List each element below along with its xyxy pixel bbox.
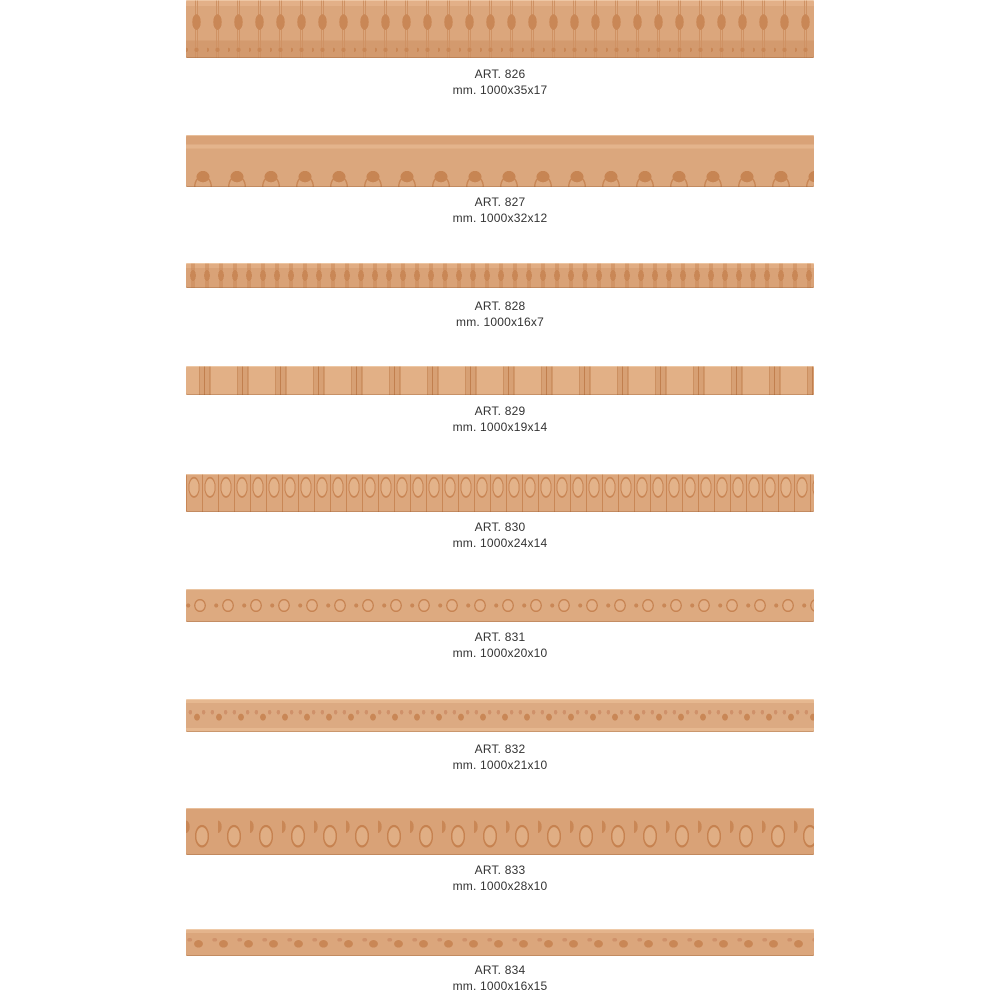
product-caption-828 (0, 298, 1000, 330)
dimensions: mm. 1000x32x12 (452, 211, 548, 225)
dimensions: mm. 1000x21x10 (452, 758, 548, 772)
article-number: ART. 832 (474, 742, 526, 756)
molding-image-830 (186, 474, 814, 512)
article-number: ART. 826 (474, 67, 526, 81)
product-caption-831 (0, 629, 1000, 661)
molding-image-827 (186, 135, 814, 187)
article-number: ART. 828 (474, 299, 526, 313)
article-number: ART. 831 (474, 630, 526, 644)
dimensions: mm. 1000x19x14 (452, 420, 548, 434)
product-caption-830 (0, 519, 1000, 551)
product-caption-832 (0, 741, 1000, 773)
molding-image-826 (186, 0, 814, 58)
dimensions: mm. 1000x20x10 (452, 646, 548, 660)
product-caption-827 (0, 194, 1000, 226)
dimensions: mm. 1000x16x7 (456, 315, 544, 329)
molding-image-832 (186, 699, 814, 732)
dimensions: mm. 1000x35x17 (452, 83, 548, 97)
product-caption-826 (0, 66, 1000, 98)
article-number: ART. 829 (474, 404, 526, 418)
molding-image-829 (186, 366, 814, 395)
product-caption-829 (0, 403, 1000, 435)
molding-image-834 (186, 929, 814, 956)
dimensions: mm. 1000x16x15 (452, 979, 548, 993)
article-number: ART. 827 (474, 195, 526, 209)
dimensions: mm. 1000x28x10 (452, 879, 548, 893)
molding-image-833 (186, 808, 814, 855)
product-caption-833 (0, 862, 1000, 894)
product-caption-834 (0, 962, 1000, 994)
dimensions: mm. 1000x24x14 (452, 536, 548, 550)
molding-image-828 (186, 263, 814, 288)
article-number: ART. 830 (474, 520, 526, 534)
article-number: ART. 834 (474, 963, 526, 977)
article-number: ART. 833 (474, 863, 526, 877)
molding-image-831 (186, 589, 814, 622)
